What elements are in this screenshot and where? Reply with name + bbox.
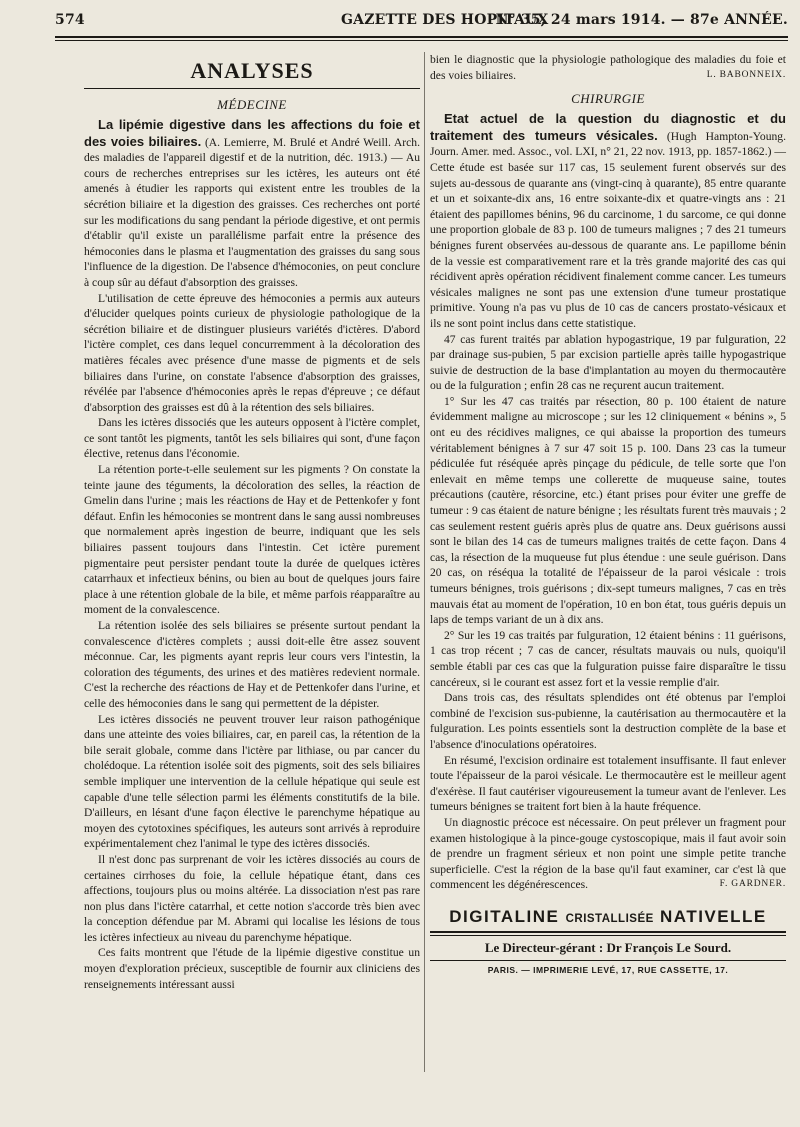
- advertisement: [430, 907, 786, 927]
- article-title: La lipémie digestive dans les affections du foie et des voies biliaires.: [84, 117, 420, 149]
- printer-rule: [430, 960, 786, 961]
- paragraph: L'utilisation de cette épreuve des hémoconies a permis aux auteurs d'élucider quelques points curieux de physiologie pathologique de la sécrétion biliaire et de distinguer plusieurs variétés d'ictères. D'abord l'ictère complet, ces dans lequel concurremment à la décoloration des matières fécales avec présence d'une masse de pigments et de sels biliaires dans l'urine, on constate l'absence d'absorption des graisses, révélée par l'absence d'hémoconies après le repas d'épreuve ; ce défaut d'absorption des graisses est dû à la rétention des sels biliaires.: [84, 291, 420, 414]
- paragraph-text: Un diagnostic précoce est nécessaire. On peut prélever un fragment pour examen histologique à la pince-gouge cystoscopique, mais il faut avoir soin de prendre un fragment sérieux et non point une simple petite tranche superficielle. C'est la région de la base qu'il faut examiner, car c'est là que commencent les dégénérescences.: [430, 815, 786, 892]
- right-column: [430, 52, 786, 975]
- paragraph: La rétention porte-t-elle seulement sur les pigments ? On constate la teinte jaune des téguments, la décoloration des selles, la réaction de Gmelin dans l'urine ; mais les réactions de Hay et de Pettenkofer y font défaut. Enfin les hémoconies se montrent dans le sang aussi nombreuses que normalement après ingestion de beurre, indiquant que les sels biliaires passent toujours dans l'intestin. Cet ictère purement pigmentaire peut persister pendant toute la durée de quelques ictères catarrhaux et infectieux bénins, ou bien au bout de quelques jours faire place à une rétention globale de la bile, et même parfois réapparaître au moment de la convalescence.: [84, 463, 420, 617]
- subsection-medecine: MÉDECINE: [217, 97, 287, 112]
- running-header: [55, 12, 788, 34]
- paragraph: 1° Sur les 47 cas traités par résection, 80 p. 100 étaient de nature évidemment maligne au microscope ; sur les 12 cliniquement « bénins », 5 ont eu des récidives malignes, ce qui abaisse la proportion des tumeurs véritablement bénignes à 7 sur 47 soit 15 p. 100. Dans 23 cas la tumeur pédiculée fut réséquée après pinçage du pédicule, de telle sorte que l'on enlevait en même temps une collerette de muqueuse saine, toutes précautions (cautère, résorcine, etc.) étant prises pour éviter une greffe de tumeur : 9 cas étaient de nature bénigne ; les résultats furent très mauvais ; 2 cas seulement restent guéris après plus de quatre ans. Deux guérisons aussi sont le bilan des 14 cas de tumeurs malignes traités de cette façon. Dans 4 cas, la résection de la muqueuse fut plus étendue : une seule guérison. Dans 20 cas, on réséqua la totalité de l'épaisseur de la paroi vésicale : trois tumeurs bénignes, trois guérisons ; dix-sept tumeurs malignes, 7 cas en très mauvais état au moment de l'opération, 10 en bon état, tous guéris depuis un laps de temps variant de un à dix ans.: [430, 394, 786, 627]
- article-lead: [84, 117, 420, 291]
- article-title: Etat actuel de la question du diagnostic et du traitement des tumeurs vésicales.: [430, 111, 786, 143]
- header-rule: [55, 36, 788, 38]
- footer-rule: [430, 931, 786, 933]
- printer-line: PARIS. — IMPRIMERIE LEVÉ, 17, RUE CASSETTE, 17.: [487, 964, 729, 975]
- paragraph: Il n'est donc pas surprenant de voir les ictères dissociés au cours de certaines cirrhoses du foie, la cellule hépatique étant, dans ces affections, toujours plus ou moins altérée. La dissociation n'est pas rare non plus dans l'ictère catarrhal, et cette notion s'accorde très bien avec la conception défendue par M. Abrami qui localise les lésions de tous les ictères infectieux au niveau du parenchyme hépatique.: [84, 852, 420, 944]
- left-column: [84, 56, 420, 992]
- ad-word-nativelle: NATIVELLE: [660, 906, 767, 926]
- ad-word-cristallisee: CRISTALLISÉE: [565, 912, 654, 925]
- article-ref: (Hugh Hampton-Young. Journ. Amer. med. Assoc., vol. LXI, n° 21, 22 nov. 1913, pp. 1857-1862.) — Cette étude est basée sur 117 cas, 15 seulement furent observés sur des sujets au-dessous de quarante ans (vingt-cinq à quarante), 85 entre quarante et un et soixante-dix ans, 16 entre soixante-dix et quatre-vingts ans : 21 étaient des papillomes bénins, 96 du carcinome, 1 du sarcome, ce qui donne une proportion globale de 83 p. 100 de tumeurs malignes ; 7 des 21 tumeurs bénignes furent observées au-dessous de quarante ans. Le papillome bénin de la vessie est comparativement rare et la très grande majorité des cas qui récidivent après opération récidivent finalement comme cancer. Les tumeurs vésicales malignes ne sont pas une extension d'une tumeur prostatique primitive. Young n'a pas vu plus de 10 cas de cancers prostato-vésicaux et ils ne sont point inclus dans cette statistique.: [430, 129, 786, 330]
- paragraph: La rétention isolée des sels biliaires se présente surtout pendant la convalescence d'ictères complets ; aussi doit-elle être assez souvent méconnue. Car, les pigments ayant repris leur cours vers l'intestin, la coloration des téguments, des urines et des matières redevient normale. C'est la recherche des réactions de Hay et de Pettenkofer dans l'urine, et celle des hémoconies dans le sang qui permettent de la dépister.: [84, 619, 420, 710]
- ad-word-digitaline: DIGITALINE: [449, 906, 560, 926]
- article-lead: [430, 111, 786, 331]
- paragraph: Dans trois cas, des résultats splendides ont été obtenus par l'emploi combiné de l'excision sus-pubienne, la cautérisation au thermocautère et la fulguration. Les points essentiels sont la destruction complète de la base et l'absence d'inoculations opératoires.: [430, 691, 786, 751]
- continuation-text: bien le diagnostic que la physiologie pathologique des maladies du foie et des voies biliaires.: [430, 53, 786, 82]
- paragraph: 2° Sur les 19 cas traités par fulguration, 12 étaient bénins : 11 guérisons, 1 cas trop récent ; 7 cas de cancer, résultats mauvais ou nuls, quoiqu'il semble établi par ces cas que la fulguration puisse faire disparaître le tissu cancéreux, si le courant est assez fort et la vessie remplie d'air.: [430, 628, 786, 689]
- continuation-paragraph: [430, 52, 786, 83]
- signature-gardner: F. GARDNER.: [719, 879, 786, 890]
- subsection-chirurgie: CHIRURGIE: [571, 91, 645, 107]
- journal-title: GAZETTE DES HOPITAUX: [341, 12, 549, 28]
- paragraph: Ces faits montrent que l'étude de la lipémie digestive constitue un moyen d'exploration précieux, susceptible de fournir aux cliniciens des renseignements intéressant aussi: [84, 946, 420, 991]
- page-number: 574: [55, 12, 85, 28]
- paragraph-last: [430, 815, 786, 893]
- article-ref: (A. Lemierre, M. Brulé et André Weill. Arch. des maladies de l'appareil digestif et de la nutrition, déc. 1913.) — Au cours de recherches entreprises sur les ictères, les auteurs ont été amenés à étudier les rapports qui existent entre les troubles de la sécrétion biliaire et la digestion des graisses. Ces recherches ont porté sur les modifications du sang pendant la période digestive, et ont permis d'établir qu'il existe un parallélisme parfait entre la présence des hémoconies dans le plasma et l'augmentation des graisses du sang sous l'influence de la digestion. De l'absence d'hémoconies, on peut conclure à coup sûr au défaut d'absorption des graisses.: [84, 135, 420, 289]
- header-rule-thin: [55, 40, 788, 41]
- signature-babonneix: L. BABONNEIX.: [706, 69, 786, 80]
- issue-info: N° 35, 24 mars 1914. — 87e ANNÉE.: [495, 12, 788, 28]
- paragraph: En résumé, l'excision ordinaire est totalement insuffisante. Il faut enlever toute l'épaisseur de la paroi vésicale. Le thermocautère est le meilleur agent d'exérèse. Il faut cautériser vigoureusement la tumeur avant de l'enlever. Les tumeurs bénignes se traitent fort bien à la haute fréquence.: [430, 753, 786, 814]
- footer-rule-thin: [430, 935, 786, 936]
- column-divider: [424, 52, 425, 1072]
- paragraph: 47 cas furent traités par ablation hypogastrique, 19 par fulguration, 22 par drainage sus-pubien, 5 par excision partielle après taille hypogastrique suivie de destruction de la base d'implantation au moyen du thermocautère ou de la fulguration ; enfin 28 cas ne reçurent aucun traitement.: [430, 332, 786, 393]
- paragraph: Dans les ictères dissociés que les auteurs opposent à l'ictère complet, ce sont tantôt les pigments, tantôt les sels biliaires qui sont, d'une façon élective, retenus dans l'économie.: [84, 416, 420, 461]
- section-rule: [84, 88, 420, 89]
- paragraph: Les ictères dissociés ne peuvent trouver leur raison pathogénique dans une atteinte des voies biliaires, car, en pareil cas, la rétention de la bile serait globale, comme dans l'ictère par lithiase, ou par cancer du cholédoque. La rétention isolée soit des pigments, soit des sels biliaires semble impliquer une intervention de la cellule hépatique qui seule est capable d'une telle sélection parmi les éléments constitutifs de la bile. D'ailleurs, en lésant d'une façon élective le parenchyme hépatique au moyen des cytotoxines spécifiques, les auteurs sont arrivés à reproduire expérimentalement chez l'animal le type des ictères dissociés.: [84, 712, 420, 851]
- director-line: Le Directeur-gérant : Dr François Le Sourd.: [484, 939, 732, 955]
- section-title: ANALYSES: [190, 58, 314, 83]
